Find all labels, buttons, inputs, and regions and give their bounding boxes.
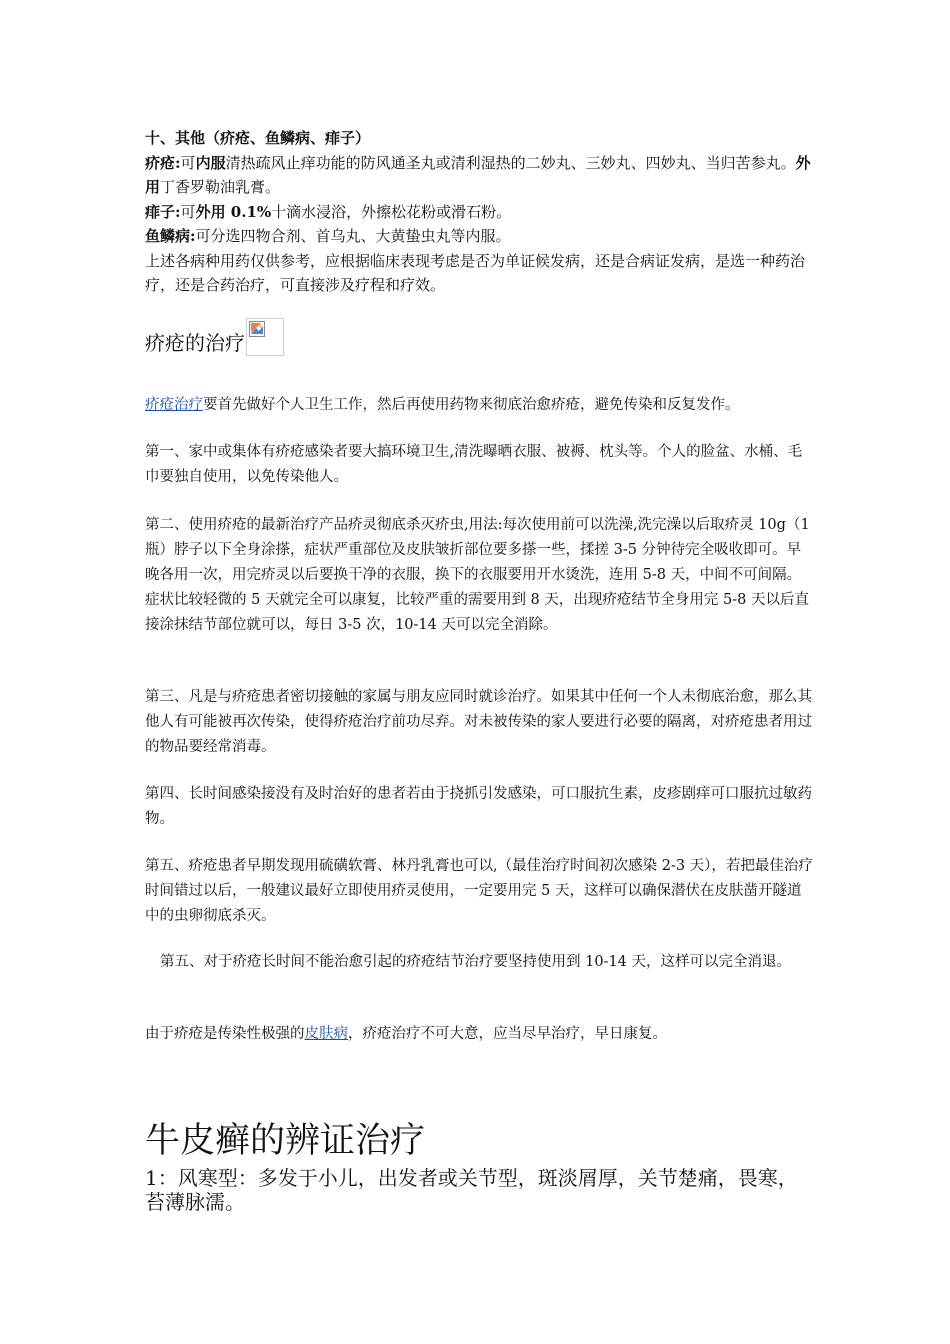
step-1-paragraph: 第一、家中或集体有疥疮感染者要大搞环境卫生,清洗曝晒衣服、被褥、枕头等。个人的脸盆、水桶、毛巾要独自使用，以免传染他人。 [145, 444, 803, 485]
intro-paragraph: 疥疮治疗要首先做好个人卫生工作，然后再使用药物来彻底治愈疥疮，避免传染和反复发作。 [145, 397, 740, 413]
ichthyosis-paragraph: 鱼鳞病:可分选四物合剂、首乌丸、大黄蛰虫丸等内服。 [145, 227, 511, 245]
closing-paragraph: 由于疥疮是传染性极强的皮肤病，疥疮治疗不可大意，应当尽早治疗，早日康复。 [145, 1026, 667, 1042]
scabies-treatment-link[interactable]: 疥疮治疗 [145, 397, 203, 413]
scabies-treatment-title: 疥疮的治疗 [145, 318, 284, 356]
step-5-paragraph: 第五、疥疮患者早期发现用硫磺软膏、林丹乳膏也可以,（最佳治疗时间初次感染 2-3 天），若把最佳治疗时间错过以后，一般建议最好立即使用疥灵使用，一定要用完 5 天，这样可以确保潜伏在皮肤凿开隧道中的虫卵彻底杀灭。 [145, 858, 813, 924]
step-4-paragraph: 第四、长时间感染接没有及时治好的患者若由于挠抓引发感染，可口服抗生素，皮疹剧痒可口服抗过敏药物。 [145, 786, 812, 827]
broken-image-icon [246, 318, 284, 356]
summary-paragraph: 上述各病种用药仅供参考，应根据临床表现考虑是否为单证候发病，还是合病证发病，是选一种药治疗，还是合药治疗，可直接涉及疗程和疗效。 [145, 251, 806, 294]
step-5b-paragraph: 第五、对于疥疮长时间不能治愈引起的疥疮结节治疗要坚持使用到 10-14 天，这样可以完全消退。 [160, 954, 792, 970]
scabies-paragraph: 疥疮:可内服清热疏风止痒功能的防风通圣丸或清利湿热的二妙丸、三妙丸、四妙丸、当归苦参丸。外用丁香罗勒油乳膏。 [145, 153, 811, 196]
section-heading: 十、其他（疥疮、鱼鳞病、痱子） [145, 129, 371, 147]
skin-disease-link[interactable]: 皮肤病 [304, 1026, 348, 1042]
step-3-paragraph: 第三、凡是与疥疮患者密切接触的家属与朋友应同时就诊治疗。如果其中任何一个人未彻底治愈，那么其他人有可能被再次传染，使得疥疮治疗前功尽弃。对未被传染的家人要进行必要的隔离，对疥疮患者用过的物品要经常消毒。 [145, 689, 812, 755]
step-2-paragraph: 第二、使用疥疮的最新治疗产品疥灵彻底杀灭疥虫,用法:每次使用前可以洗澡,洗完澡以后取疥灵 10g（1 瓶）脖子以下全身涂搽，症状严重部位及皮肤皱折部位要多搽一些，揉搓 3-5 分钟待完全吸收即可。早晚各用一次，用完疥灵以后要换干净的衣服，换下的衣服要用开水烫洗，连用 5-8 天，中间不可间隔。症状比较轻微的 5 天就完全可以康复，比较严重的需要用到 8 天，出现疥疮结节全身用完 5-8 天以后直接涂抹结节部位就可以，每日 3-5 次，10-14 天可以完全消除。 [145, 517, 810, 633]
prickly-heat-paragraph: 痱子:可外用 0.1%十滴水浸浴，外擦松花粉或滑石粉。 [145, 202, 512, 221]
psoriasis-title: 牛皮癣的辨证治疗 [145, 1121, 426, 1161]
section-other-diseases [145, 126, 825, 298]
psoriasis-paragraph: 1：风寒型：多发于小儿，出发者或关节型，斑淡屑厚，关节楚痛，畏寒，苔薄脉濡。 [145, 1166, 798, 1214]
